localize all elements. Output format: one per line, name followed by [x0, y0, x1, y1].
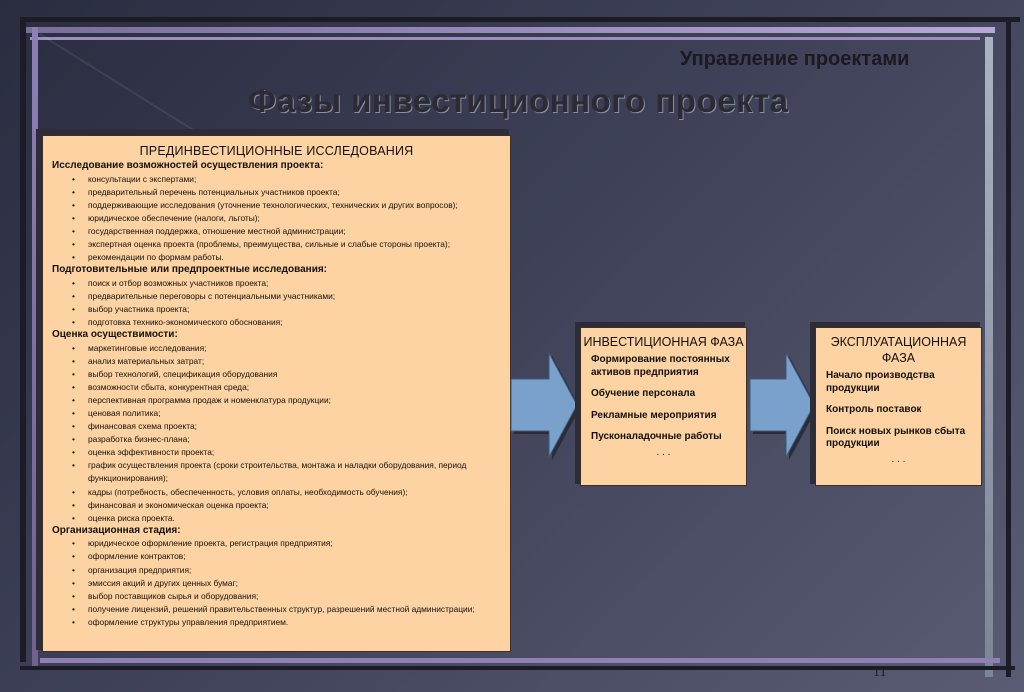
slide-subtitle: Управление проектами: [680, 48, 910, 70]
list-item: • перспективная программа продаж и номенклатура продукции;: [52, 394, 510, 407]
investment-box: [580, 327, 747, 486]
list-item: • консультации с экспертами;: [52, 173, 510, 186]
preinvestment-list: [43, 158, 510, 629]
list-item: Обучение персонала: [591, 388, 696, 399]
list-item: Пусконаладочные работы: [591, 431, 722, 442]
frame-bar-top-thin: [30, 37, 980, 40]
list-item: • ценовая политика;: [52, 407, 510, 420]
list-item: • предварительный перечень потенциальных участников проекта;: [52, 186, 510, 199]
preinvestment-box: [42, 135, 511, 652]
frame-bar-top-purple: [20, 27, 995, 33]
list-item: • выбор технологий, спецификация оборудования: [52, 368, 510, 381]
list-item: • оценка риска проекта.: [52, 512, 510, 525]
operation-box: [815, 327, 982, 486]
operation-list: [816, 366, 981, 451]
list-item: • предварительные переговоры с потенциальными участниками;: [52, 290, 510, 303]
ellipsis: . . .: [891, 453, 906, 465]
list-item: Рекламные мероприятия: [591, 409, 717, 421]
frame-bar-top-dark: [20, 17, 1020, 22]
ellipsis: . . .: [656, 446, 671, 458]
list-item: • государственная поддержка, отношение местной администрации;: [52, 225, 510, 238]
section-heading: Исследование возможностей осуществления проекта:: [52, 160, 324, 171]
list-item: • юридическое обеспечение (налоги, льготы);: [52, 212, 510, 225]
investment-title: ИНВЕСТИЦИОННАЯ ФАЗА: [583, 335, 744, 349]
list-item: • разработка бизнес-плана;: [52, 433, 510, 446]
frame-bar-right-grey: [985, 37, 993, 677]
section-heading: Оценка осуществимости:: [52, 329, 178, 341]
list-item: • выбор участника проекта;: [52, 303, 510, 316]
frame-bar-bottom-dark: [20, 666, 1015, 670]
list-item: • оценка эффективности проекта;: [52, 446, 510, 459]
list-item: • возможности сбыта, конкурентная среда;: [52, 381, 510, 394]
arrow-right-icon: [509, 345, 581, 465]
list-item: • выбор поставщиков сырья и оборудования;: [52, 590, 510, 603]
list-item: • оформление контрактов;: [52, 550, 510, 563]
frame-bar-bottom-purple: [40, 658, 1000, 663]
list-item: • организация предприятия;: [52, 564, 510, 577]
list-item: • финансовая схема проекта;: [52, 420, 510, 433]
list-item: • поиск и отбор возможных участников проекта;: [52, 277, 510, 290]
frame-bar-right-dark: [1006, 17, 1011, 677]
operation-title: ЭКСПЛУАТАЦИОННАЯ ФАЗА: [830, 335, 967, 365]
slide-title: Фазы инвестиционного проекта: [248, 82, 789, 119]
list-item: • оформление структуры управления предприятием.: [52, 616, 510, 629]
preinvestment-title: ПРЕДИНВЕСТИЦИОННЫЕ ИССЛЕДОВАНИЯ: [139, 144, 414, 158]
list-item: • подготовка технико-экономического обоснования;: [52, 316, 510, 329]
investment-list: [581, 350, 746, 444]
list-item: Поиск новых рынков сбыта продукции: [826, 425, 966, 449]
list-item: • финансовая и экономическая оценка проекта;: [52, 499, 510, 512]
list-item: • график осуществления проекта (сроки строительства, монтажа и наладки оборудования, период функционирования);: [52, 459, 510, 485]
list-item: • маркетинговые исследования;: [52, 342, 510, 355]
list-item: Формирование постоянных активов предприятия: [591, 354, 730, 378]
frame-bar-left-dark: [20, 17, 26, 662]
list-item: Начало производства продукции: [826, 370, 935, 394]
page-number: 11: [873, 665, 887, 680]
list-item: • получение лицензий, решений правительственных структур, разрешений местной администрации;: [52, 603, 510, 616]
arrow-right-icon: [748, 345, 818, 465]
list-item: • кадры (потребность, обеспеченность, условия оплаты, необходимость обучения);: [52, 486, 510, 499]
list-item: • рекомендации по формам работы.: [52, 251, 510, 264]
list-item: • поддерживающие исследования (уточнение технологических, технических и других вопросов);: [52, 199, 510, 212]
section-heading: Организационная стадия:: [52, 524, 181, 536]
list-item: • анализ материальных затрат;: [52, 355, 510, 368]
list-item: • экспертная оценка проекта (проблемы, преимущества, сильные и слабые стороны проекта);: [52, 238, 510, 251]
list-item: • юридическое оформление проекта, регистрация предприятия;: [52, 537, 510, 550]
section-heading: Подготовительные или предпроектные исследования:: [52, 264, 328, 276]
list-item: • эмиссия акций и других ценных бумаг;: [52, 577, 510, 590]
list-item: Контроль поставок: [826, 404, 922, 415]
